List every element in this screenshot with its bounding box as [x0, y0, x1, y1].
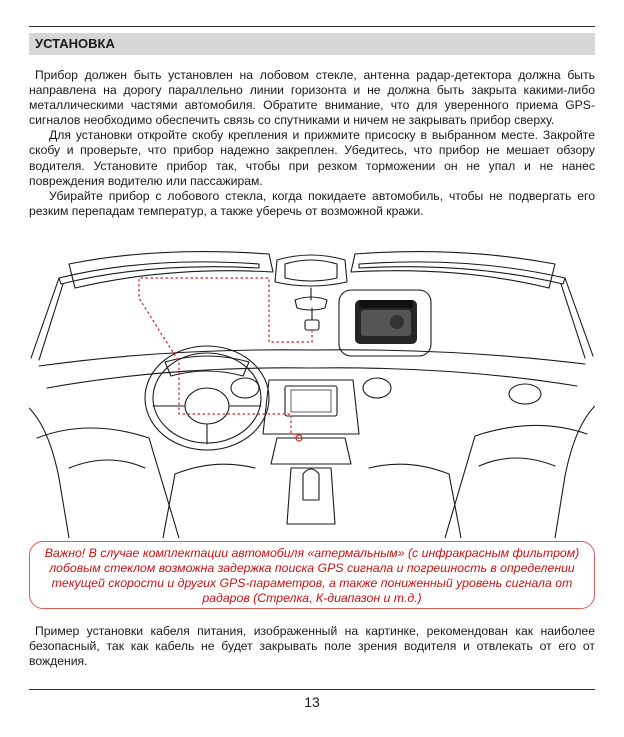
warning-box — [29, 541, 595, 609]
page-number: 13 — [304, 694, 320, 710]
section-title: УСТАНОВКА — [29, 33, 595, 55]
top-divider — [29, 26, 595, 27]
car-interior-illustration — [29, 238, 595, 538]
warning-text: Важно! В случае комплектации автомобиля «атермальным» (с инфракрасным фильтром) лобовым стеклом возможна задержка поиска GPS сигнала и погрешность в определении текущей скорости и других GPS-параметров, а также пониженный уровень сигнала от радаров (Стрелка, К-диапазон и т.д.) — [44, 546, 580, 606]
bottom-divider — [29, 689, 595, 690]
paragraph-mounting: Для установки откройте скобу крепления и прижмите присоску в выбранном месте. Закройте скобу и проверьте, что прибор надежно закреплен. Убедитесь, что прибор не мешает обзору водителя. Установите прибор так, чтобы при резком торможении он не упал и не нанес повреждения водителю или пассажирам. — [29, 128, 595, 188]
paragraph-removal: Убирайте прибор с лобового стекла, когда покидаете автомобиль, чтобы не подвергать его резким перепадам температур, а также уберечь от возможной кражи. — [29, 188, 595, 218]
car-interior-drawing — [29, 238, 595, 538]
paragraph-placement: Прибор должен быть установлен на лобовом стекле, антенна радар-детектора должна быть направлена на дорогу параллельно линии горизонта и не должна быть закрыта какими-либо металлическими частями автомобиля. Обратите внимание, что для уверенного приема GPS-сигналов необходимо обеспечить связь со спутниками и ничем не закрывать прибор сверху. — [29, 68, 595, 128]
cable-note: Пример установки кабеля питания, изображенный на картинке, рекомендован как наиболее безопасный, так как кабель не будет закрывать поле зрения водителя и отвлекать от его от вождения. — [29, 624, 595, 669]
body-text — [29, 68, 595, 219]
